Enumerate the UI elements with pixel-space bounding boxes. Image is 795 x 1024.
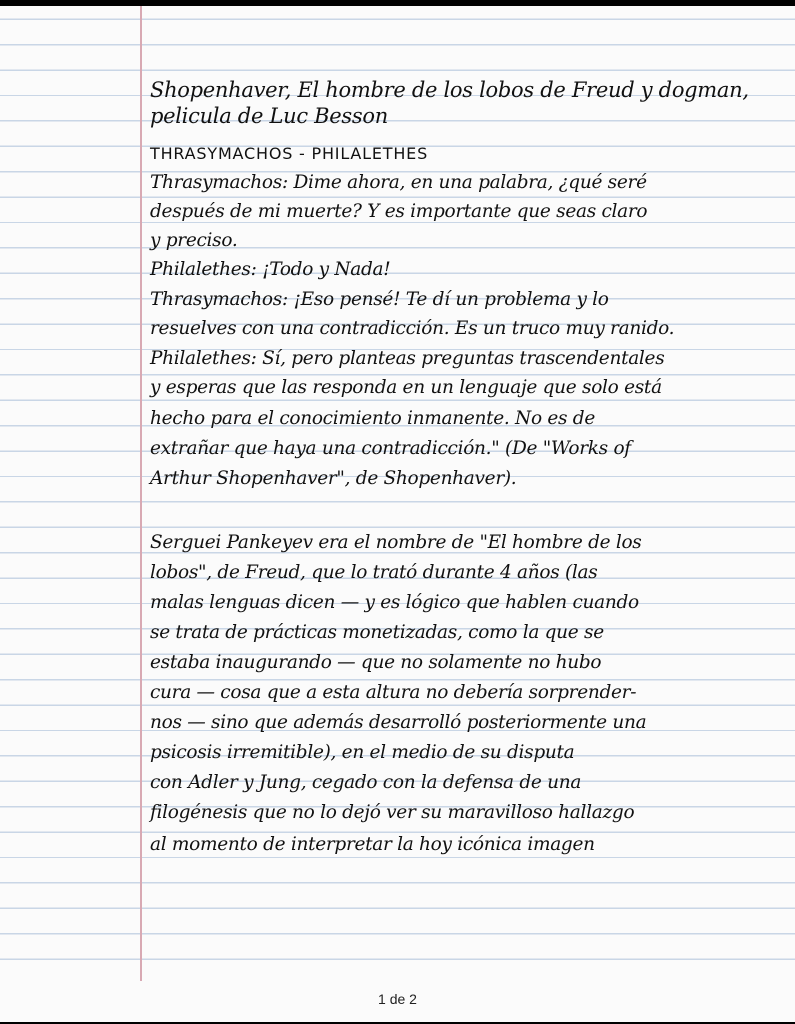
- handwritten-line: hecho para el conocimiento inmanente. No es de: [150, 408, 595, 429]
- handwritten-line: Serguei Pankeyev era el nombre de "El hombre de los: [150, 532, 642, 553]
- handwritten-line: después de mi muerte? Y es importante que seas claro: [150, 201, 648, 222]
- notebook-page: [0, 6, 795, 1022]
- handwritten-line: resuelves con una contradicción. Es un truco muy ranido.: [150, 318, 675, 339]
- page-number: 1 de 2: [378, 991, 417, 1007]
- handwritten-line: cura — cosa que a esta altura no debería sorprender-: [150, 682, 637, 703]
- handwritten-line: lobos", de Freud, que lo trató durante 4 años (las: [150, 562, 598, 583]
- handwritten-line: al momento de interpretar la hoy icónica imagen: [150, 834, 595, 855]
- handwritten-line: Arthur Shopenhaver", de Shopenhaver).: [150, 468, 517, 489]
- handwritten-line: Philalethes: Sí, pero planteas preguntas trascendentales: [150, 348, 665, 369]
- handwritten-line: y preciso.: [150, 230, 238, 251]
- handwritten-line: Thrasymachos: ¡Eso pensé! Te dí un problema y lo: [150, 289, 609, 310]
- handwritten-line: malas lenguas dicen — y es lógico que hablen cuando: [150, 592, 639, 613]
- handwritten-line: Shopenhaver, El hombre de los lobos de Freud y dogman,: [150, 78, 749, 102]
- handwritten-line: con Adler y Jung, cegado con la defensa de una: [150, 772, 582, 793]
- handwritten-line: extrañar que haya una contradicción." (De "Works of: [150, 438, 631, 459]
- handwritten-line: nos — sino que además desarrolló posteriormente una: [150, 712, 647, 733]
- handwritten-line: y esperas que las responda en un lenguaje que solo está: [150, 377, 662, 398]
- handwritten-line: psicosis irremitible), en el medio de su disputa: [150, 742, 575, 763]
- handwritten-line: pelicula de Luc Besson: [150, 104, 388, 128]
- handwritten-line: Thrasymachos: Dime ahora, en una palabra, ¿qué seré: [150, 172, 647, 193]
- handwritten-line: Philalethes: ¡Todo y Nada!: [150, 259, 391, 280]
- margin-line: [140, 6, 142, 981]
- handwritten-line: THRASYMACHOS - PHILALETHES: [150, 144, 429, 163]
- handwritten-line: se trata de prácticas monetizadas, como la que se: [150, 622, 604, 643]
- handwritten-line: estaba inaugurando — que no solamente no hubo: [150, 652, 602, 673]
- handwritten-line: filogénesis que no lo dejó ver su maravilloso hallazgo: [150, 802, 635, 823]
